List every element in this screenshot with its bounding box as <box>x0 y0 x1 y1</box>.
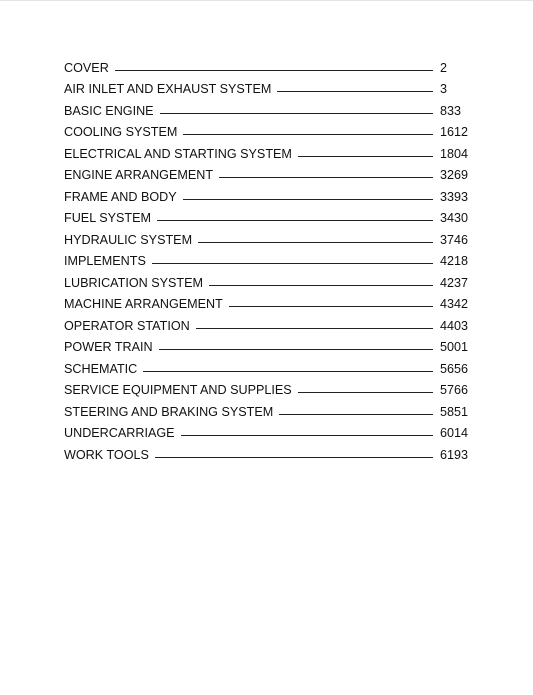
toc-entry-page-number: 3 <box>440 82 448 96</box>
toc-entry-page-number: 4403 <box>440 318 469 333</box>
toc-entry-title: COOLING SYSTEM <box>64 125 178 139</box>
toc-entry-page-number: 6193 <box>440 447 469 462</box>
toc-entry-page-number: 3746 <box>440 232 469 247</box>
toc-entry-page-number: 2 <box>440 60 448 75</box>
toc-leader-line <box>219 177 433 178</box>
toc-entry[interactable] <box>64 204 470 226</box>
toc-entry-title: ELECTRICAL AND STARTING SYSTEM <box>64 146 292 161</box>
toc-entry-title: ENGINE ARRANGEMENT <box>64 168 214 182</box>
toc-entry[interactable] <box>64 354 470 376</box>
toc-entry-page-number: 5766 <box>440 383 469 397</box>
toc-entry-page-number: 3269 <box>440 168 469 182</box>
toc-entry[interactable] <box>64 161 470 183</box>
toc-entry[interactable] <box>64 376 470 398</box>
toc-entry-title: OPERATOR STATION <box>64 318 190 333</box>
toc-leader-line <box>152 263 433 264</box>
toc-leader-line <box>155 457 433 458</box>
toc-entry-page-number: 1612 <box>440 125 469 139</box>
toc-leader-line <box>159 349 433 350</box>
toc-entry-page-number: 4218 <box>440 254 469 268</box>
toc-entry-title: UNDERCARRIAGE <box>64 426 175 440</box>
toc-leader-line <box>209 285 433 286</box>
toc-entry-page-number: 4342 <box>440 297 469 311</box>
toc-entry[interactable] <box>64 75 470 97</box>
toc-leader-line <box>279 414 433 415</box>
toc-entry-title: SCHEMATIC <box>64 361 138 376</box>
toc-leader-line <box>181 435 433 436</box>
toc-entry-title: FRAME AND BODY <box>64 189 177 204</box>
toc-entry-title: WORK TOOLS <box>64 447 149 462</box>
toc-entry-title: COVER <box>64 60 109 75</box>
toc-entry-page-number: 6014 <box>440 426 469 440</box>
table-of-contents <box>64 53 470 462</box>
toc-entry[interactable] <box>64 225 470 247</box>
toc-entry-page-number: 5851 <box>440 404 469 419</box>
toc-entry[interactable] <box>64 440 470 462</box>
toc-leader-line <box>277 91 433 92</box>
toc-leader-line <box>183 199 433 200</box>
toc-entry-title: FUEL SYSTEM <box>64 211 152 225</box>
toc-leader-line <box>229 306 433 307</box>
toc-entry[interactable] <box>64 53 470 75</box>
toc-entry-title: LUBRICATION SYSTEM <box>64 275 204 290</box>
toc-leader-line <box>157 220 433 221</box>
toc-entry-page-number: 1804 <box>440 146 469 161</box>
toc-entry[interactable] <box>64 139 470 161</box>
toc-entry-page-number: 5656 <box>440 361 469 376</box>
toc-leader-line <box>298 156 433 157</box>
toc-entry[interactable] <box>64 333 470 355</box>
toc-entry-title: SERVICE EQUIPMENT AND SUPPLIES <box>64 383 292 397</box>
toc-entry-title: AIR INLET AND EXHAUST SYSTEM <box>64 82 272 96</box>
toc-entry-title: IMPLEMENTS <box>64 254 146 268</box>
toc-entry[interactable] <box>64 96 470 118</box>
toc-leader-line <box>115 70 433 71</box>
toc-entry-title: HYDRAULIC SYSTEM <box>64 232 193 247</box>
toc-entry-page-number: 4237 <box>440 275 469 290</box>
toc-leader-line <box>160 113 433 114</box>
toc-leader-line <box>143 371 433 372</box>
toc-entry-title: MACHINE ARRANGEMENT <box>64 297 223 311</box>
toc-entry[interactable] <box>64 311 470 333</box>
toc-entry-page-number: 5001 <box>440 340 469 354</box>
toc-entry[interactable] <box>64 419 470 441</box>
toc-entry-title: BASIC ENGINE <box>64 103 154 118</box>
toc-entry[interactable] <box>64 290 470 312</box>
toc-entry[interactable] <box>64 397 470 419</box>
toc-leader-line <box>298 392 433 393</box>
toc-entry[interactable] <box>64 182 470 204</box>
toc-leader-line <box>198 242 433 243</box>
toc-entry-title: STEERING AND BRAKING SYSTEM <box>64 404 274 419</box>
toc-entry-page-number: 3393 <box>440 189 469 204</box>
toc-entry-page-number: 833 <box>440 103 462 118</box>
toc-entry[interactable] <box>64 247 470 269</box>
toc-leader-line <box>196 328 433 329</box>
toc-entry[interactable] <box>64 268 470 290</box>
toc-leader-line <box>183 134 433 135</box>
toc-entry[interactable] <box>64 118 470 140</box>
toc-entry-page-number: 3430 <box>440 211 469 225</box>
toc-entry-title: POWER TRAIN <box>64 340 153 354</box>
